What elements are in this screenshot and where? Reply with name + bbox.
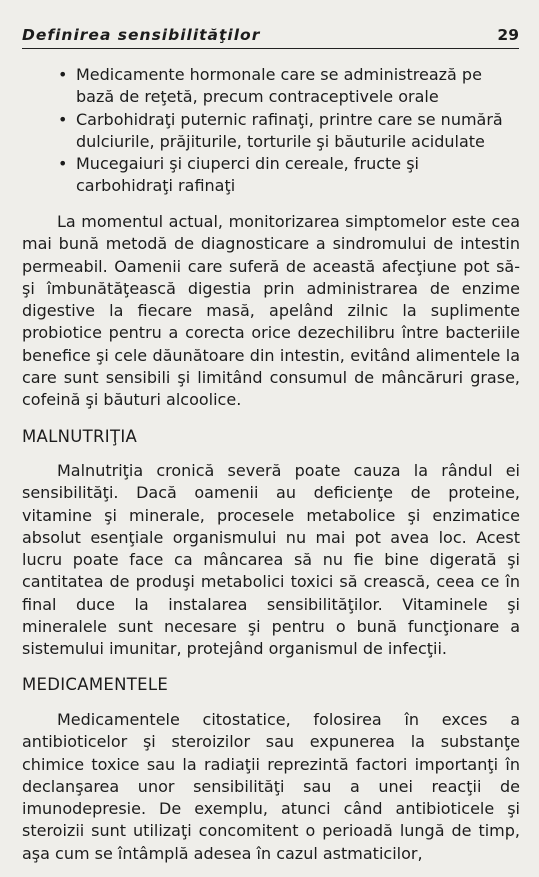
paragraph: Medicamentele citostatice, folosirea în exces a antibioticelor şi steroizilor sau expunerea la substanţe chimice toxice sau la radiaţii reprezintă factori importanţi în declanşarea unor sensibilităţi sau a unei reacţii de imunodepresie. De exemplu, atunci când antibioticele şi steroizii sunt utilizaţi concomitent o perioadă lungă de timp, aşa cum se întâmplă adesea în cazul astmaticilor, <box>22 710 520 863</box>
page-header <box>22 26 519 49</box>
section-heading: MALNUTRIŢIA <box>22 427 138 446</box>
page-number: 29 <box>497 26 519 44</box>
paragraph: La momentul actual, monitorizarea simptomelor este cea mai bună metodă de diagnosticare a sindromului de intestin permeabil. Oamenii care suferă de această afecţiune pot să-şi îmbunătăţească digestia prin administrarea de enzime digestive la fiecare masă, apelând zilnic la suplimente probiotice pentru a corecta orice dezechilibru între bacteriile benefice şi cele dăunătoare din intestin, evitând alimentele la care sunt sensibili şi limitând consumul de mâncăruri grase, cofeină şi băuturi alcoolice. <box>22 212 520 410</box>
running-title: Definirea sensibilităţilor <box>22 26 261 44</box>
bullet-item: • Carbohidraţi puternic rafinaţi, printre care se numără dulciurile, prăjiturile, torturile şi băuturile acidulate <box>58 109 520 154</box>
paragraph: Malnutriţia cronică severă poate cauza la rândul ei sensibilităţi. Dacă oamenii au deficienţe de proteine, vitamine şi minerale, procesele metabolice şi enzimatice absolut esenţiale organismului nu mai pot avea loc. Acest lucru poate face ca mâncarea să nu fie bine digerată şi cantitatea de produşi metabolici toxici să crească, ceea ce în final duce la instalarea sensibilităţilor. Vitaminele şi mineralele sunt necesare şi pentru o bună funcţionare a sistemului imunitar, protejând organismul de infecţii. <box>22 461 520 659</box>
bullet-list <box>58 64 520 198</box>
bullet-item: • Mucegaiuri şi ciuperci din cereale, fructe şi carbohidraţi rafinaţi <box>58 153 520 198</box>
bullet-item: • Medicamente hormonale care se administrează pe bază de reţetă, precum contraceptivele orale <box>58 64 520 109</box>
section-heading: MEDICAMENTELE <box>22 675 169 694</box>
